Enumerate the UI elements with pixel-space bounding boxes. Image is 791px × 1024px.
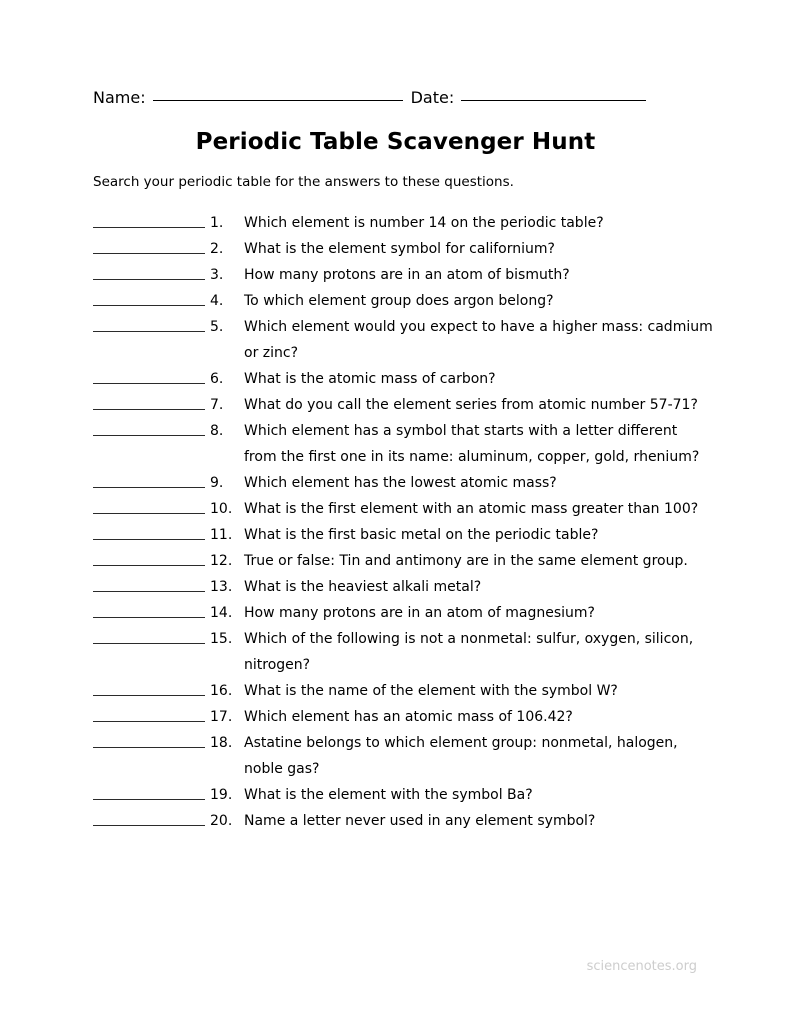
question-number: 14. bbox=[210, 605, 233, 621]
question-body bbox=[205, 574, 713, 600]
site-watermark: sciencenotes.org bbox=[586, 959, 697, 974]
question-row bbox=[93, 418, 713, 470]
question-row bbox=[93, 236, 713, 262]
answer-blank-line[interactable] bbox=[93, 210, 205, 230]
question-row bbox=[93, 782, 713, 808]
question-text: Astatine belongs to which element group: nonmetal, halogen, noble gas? bbox=[244, 735, 678, 777]
answer-rule bbox=[93, 279, 205, 280]
answer-rule bbox=[93, 305, 205, 306]
question-row bbox=[93, 366, 713, 392]
answer-rule bbox=[93, 409, 205, 410]
question-row bbox=[93, 470, 713, 496]
name-date-row bbox=[93, 88, 713, 112]
question-text: What is the name of the element with the symbol W? bbox=[244, 683, 618, 699]
question-body bbox=[205, 236, 713, 262]
answer-rule bbox=[93, 617, 205, 618]
answer-blank-line[interactable] bbox=[93, 392, 205, 412]
question-body bbox=[205, 678, 713, 704]
question-text: What is the atomic mass of carbon? bbox=[244, 371, 496, 387]
question-text: What is the heaviest alkali metal? bbox=[244, 579, 482, 595]
question-number: 12. bbox=[210, 553, 233, 569]
answer-blank-line[interactable] bbox=[93, 626, 205, 646]
answer-blank-line[interactable] bbox=[93, 496, 205, 516]
question-number: 20. bbox=[210, 813, 233, 829]
answer-rule bbox=[93, 539, 205, 540]
answer-rule bbox=[93, 487, 205, 488]
question-number: 3. bbox=[210, 267, 224, 283]
question-text: Which element is number 14 on the periodic table? bbox=[244, 215, 604, 231]
question-number: 9. bbox=[210, 475, 224, 491]
question-number: 8. bbox=[210, 423, 224, 439]
answer-blank-line[interactable] bbox=[93, 236, 205, 256]
answer-blank-line[interactable] bbox=[93, 704, 205, 724]
question-number: 7. bbox=[210, 397, 224, 413]
question-text: Which element has a symbol that starts with a letter different from the first one in its name: aluminum, copper, gold, rhenium? bbox=[244, 423, 700, 465]
answer-rule bbox=[93, 227, 205, 228]
question-text: To which element group does argon belong? bbox=[244, 293, 554, 309]
question-number: 4. bbox=[210, 293, 224, 309]
answer-rule bbox=[93, 747, 205, 748]
question-row bbox=[93, 730, 713, 782]
question-number: 18. bbox=[210, 735, 233, 751]
answer-blank-line[interactable] bbox=[93, 730, 205, 750]
question-text: How many protons are in an atom of bismuth? bbox=[244, 267, 570, 283]
question-number: 13. bbox=[210, 579, 233, 595]
question-row bbox=[93, 496, 713, 522]
answer-rule bbox=[93, 435, 205, 436]
question-row bbox=[93, 548, 713, 574]
question-number: 19. bbox=[210, 787, 233, 803]
question-row bbox=[93, 678, 713, 704]
question-number: 6. bbox=[210, 371, 224, 387]
answer-rule bbox=[93, 253, 205, 254]
question-row bbox=[93, 314, 713, 366]
answer-rule bbox=[93, 565, 205, 566]
answer-blank-line[interactable] bbox=[93, 314, 205, 334]
question-text: How many protons are in an atom of magnesium? bbox=[244, 605, 595, 621]
name-blank-line[interactable] bbox=[153, 100, 403, 101]
answer-blank-line[interactable] bbox=[93, 470, 205, 490]
answer-blank-line[interactable] bbox=[93, 782, 205, 802]
answer-blank-line[interactable] bbox=[93, 288, 205, 308]
question-row bbox=[93, 392, 713, 418]
question-number: 1. bbox=[210, 215, 224, 231]
answer-rule bbox=[93, 721, 205, 722]
question-body bbox=[205, 392, 713, 418]
question-body bbox=[205, 210, 713, 236]
answer-blank-line[interactable] bbox=[93, 678, 205, 698]
question-body bbox=[205, 600, 713, 626]
question-body bbox=[205, 522, 713, 548]
question-row bbox=[93, 522, 713, 548]
question-text: Which element has the lowest atomic mass? bbox=[244, 475, 557, 491]
question-body bbox=[205, 418, 713, 470]
question-number: 11. bbox=[210, 527, 233, 543]
question-row bbox=[93, 288, 713, 314]
answer-blank-line[interactable] bbox=[93, 262, 205, 282]
question-row bbox=[93, 626, 713, 678]
answer-blank-line[interactable] bbox=[93, 418, 205, 438]
question-row bbox=[93, 210, 713, 236]
question-body bbox=[205, 470, 713, 496]
question-text: What is the first basic metal on the periodic table? bbox=[244, 527, 599, 543]
answer-blank-line[interactable] bbox=[93, 808, 205, 828]
answer-rule bbox=[93, 383, 205, 384]
question-number: 2. bbox=[210, 241, 224, 257]
question-number: 5. bbox=[210, 319, 224, 335]
question-list bbox=[93, 210, 713, 834]
question-row bbox=[93, 600, 713, 626]
answer-blank-line[interactable] bbox=[93, 366, 205, 386]
question-row bbox=[93, 262, 713, 288]
answer-rule bbox=[93, 695, 205, 696]
question-text: Name a letter never used in any element symbol? bbox=[244, 813, 596, 829]
answer-rule bbox=[93, 799, 205, 800]
question-body bbox=[205, 626, 713, 678]
answer-blank-line[interactable] bbox=[93, 600, 205, 620]
question-body bbox=[205, 782, 713, 808]
question-body bbox=[205, 548, 713, 574]
answer-blank-line[interactable] bbox=[93, 548, 205, 568]
answer-rule bbox=[93, 591, 205, 592]
question-body bbox=[205, 496, 713, 522]
answer-rule bbox=[93, 825, 205, 826]
question-row bbox=[93, 808, 713, 834]
answer-blank-line[interactable] bbox=[93, 522, 205, 542]
question-body bbox=[205, 808, 713, 834]
question-text: Which of the following is not a nonmetal: sulfur, oxygen, silicon, nitrogen? bbox=[244, 631, 694, 673]
question-body bbox=[205, 730, 713, 782]
question-text: What is the element with the symbol Ba? bbox=[244, 787, 533, 803]
question-row bbox=[93, 574, 713, 600]
date-label: Date: bbox=[410, 88, 455, 107]
question-number: 10. bbox=[210, 501, 233, 517]
answer-rule bbox=[93, 513, 205, 514]
question-number: 17. bbox=[210, 709, 233, 725]
date-blank-line[interactable] bbox=[461, 100, 646, 101]
question-row bbox=[93, 704, 713, 730]
question-number: 15. bbox=[210, 631, 233, 647]
question-text: Which element would you expect to have a higher mass: cadmium or zinc? bbox=[244, 319, 713, 361]
answer-blank-line[interactable] bbox=[93, 574, 205, 594]
question-text: Which element has an atomic mass of 106.42? bbox=[244, 709, 573, 725]
question-body bbox=[205, 704, 713, 730]
question-body bbox=[205, 262, 713, 288]
question-number: 16. bbox=[210, 683, 233, 699]
question-text: True or false: Tin and antimony are in the same element group. bbox=[244, 553, 688, 569]
page-title: Periodic Table Scavenger Hunt bbox=[195, 129, 596, 155]
question-body bbox=[205, 366, 713, 392]
name-label: Name: bbox=[93, 88, 146, 107]
question-text: What is the first element with an atomic mass greater than 100? bbox=[244, 501, 699, 517]
question-text: What do you call the element series from atomic number 57-71? bbox=[244, 397, 698, 413]
question-text: What is the element symbol for californium? bbox=[244, 241, 555, 257]
answer-rule bbox=[93, 643, 205, 644]
question-body bbox=[205, 314, 713, 366]
question-body bbox=[205, 288, 713, 314]
instructions-text: Search your periodic table for the answers to these questions. bbox=[93, 174, 514, 190]
answer-rule bbox=[93, 331, 205, 332]
